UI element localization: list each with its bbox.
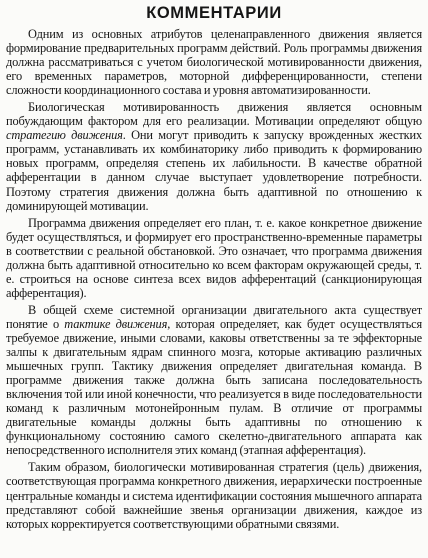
paragraph-text: , которая определяет, как будет осуществляться требуемое движение, иными словами, каковы ответственны за те эффекторные залпы к двигательным ядрам спинного мозга, которые активацию различных мышечных групп. Тактику движения определяет двигательная команда. В программе движения также должна быть записана последовательность включения той или иной конечности, что реализуется в виде последовательности команд к различным мотонейронным пулам. В отличие от программы двигательные команды должны быть адаптивны по отношению к функциональному состоянию самого скелетно-двигательного аппарата как непосредственного исполнителя этих команд (этапная афферентация). — [6, 316, 422, 458]
paragraph-text: . Они могут приводить к запуску врожденных жестких программ, устанавливать их комбинаторику либо приводить к формированию новых программ, определяя степень их лабильности. В качестве обратной афферентации в данном случае выступает удовлетворение потребности. Поэтому стратегия движения должна быть адаптивной по отношению к доминирующей мотивации. — [6, 128, 422, 213]
paragraph-text: Программа движения определяет его план, т. е. какое конкретное движение будет осуществляться, и формирует его пространственно-временные параметры в соответствии с реальной обстановкой. Это означает, что программа движения должна быть адаптивной относительно ко всем факторам окружающей среды, т. е. строиться на основе синтеза всех видов афферентаций (санкционирующая афферентация). — [6, 215, 422, 300]
paragraph-text: Одним из основных атрибутов целенаправленного движения является формирование предварительных программ действий. Роль программы движения должна рассматриваться с учетом биологической мотивированности движения, его временных параметров, моторной дифференцированности, степени сложности координационного состава и уровня автоматизированности. — [6, 27, 422, 98]
paragraph-text: Таким образом, биологически мотивированная стратегия (цель) движения, соответствующая программа конкретного движения, иерархически построенные центральные команды и система идентификации состояния мышечного аппарата представляют собой важнейшие звенья организации движения, каждое из которых корректируется соответствующими обратными связями. — [6, 460, 422, 531]
page-title: КОММЕНТАРИИ — [146, 4, 282, 22]
paragraph — [6, 216, 422, 300]
paragraph-text: В общей схеме системной организации двигательного акта существует понятие о — [6, 302, 422, 331]
document-body — [6, 27, 422, 531]
paragraph — [6, 27, 422, 97]
emphasized-term: тактике движения — [64, 316, 168, 331]
paragraph — [6, 100, 422, 212]
paragraph — [6, 460, 422, 530]
paragraph-text: Биологическая мотивированность движения является основным побуждающим фактором для его реализации. Мотивации определяют общую — [6, 100, 422, 129]
emphasized-term: стратегию движения — [6, 128, 123, 143]
paragraph — [6, 303, 422, 458]
